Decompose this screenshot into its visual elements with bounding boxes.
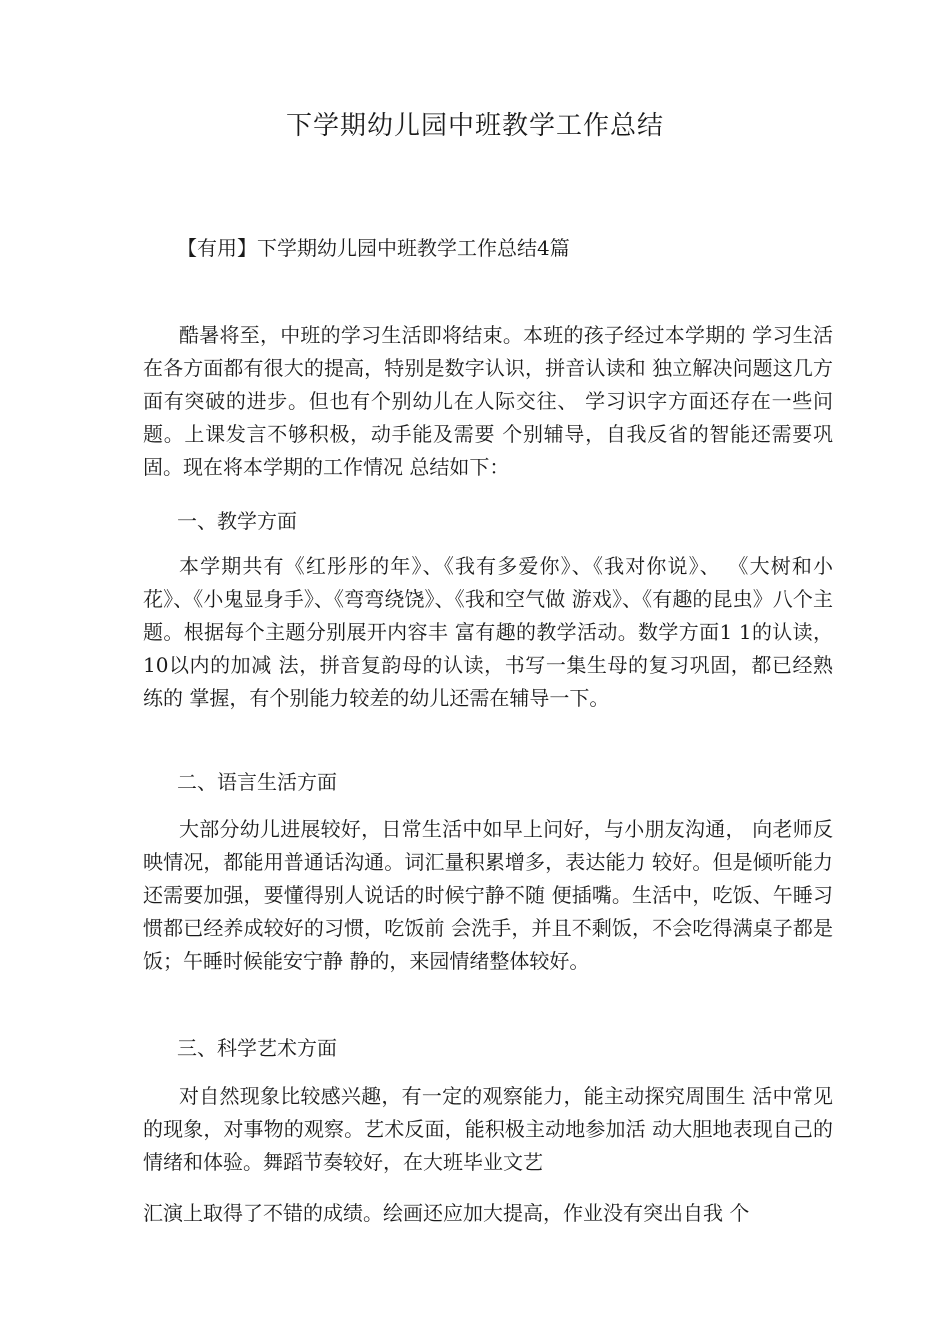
continuation-paragraph: 汇演上取得了不错的成绩。绘画还应加大提高，作业没有突出自我 个 bbox=[143, 1201, 750, 1225]
document-title: 下学期幼儿园中班教学工作总结 bbox=[285, 111, 664, 141]
intro-paragraph: 酷暑将至，中班的学习生活即将结束。本班的孩子经过本学期的 学习生活在各方面都有很大的提高，特别是数字认识，拼音认读和 独立解决问题这几方面有突破的进步。但也有个别幼儿在人际交往、 学习识字方面还存在一些问题。上课发言不够积极，动手能及需要 个别辅导，自我反省的智能还需要巩固。现在将本学期的工作情况 总结如下： bbox=[143, 323, 833, 479]
document-subtitle: 【有用】下学期幼儿园中班教学工作总结4篇 bbox=[177, 236, 570, 260]
section-paragraph-language-life: 大部分幼儿进展较好，日常生活中如早上问好，与小朋友沟通， 向老师反映情况，都能用普通话沟通。词汇量积累增多，表达能力 较好。但是倾听能力还需要加强，要懂得别人说话的时候宁静不随 便插嘴。生活中，吃饭、午睡习惯都已经养成较好的习惯，吃饭前 会洗手，并且不剩饭，不会吃得满桌子都是饭；午睡时候能安宁静 静的，来园情绪整体较好。 bbox=[143, 817, 833, 973]
section-paragraph-science-art: 对自然现象比较感兴趣，有一定的观察能力，能主动探究周围生 活中常见的现象，对事物的观察。艺术反面，能积极主动地参加活 动大胆地表现自己的情绪和体验。舞蹈节奏较好，在大班毕业文艺 bbox=[143, 1084, 833, 1174]
section-paragraph-teaching: 本学期共有《红彤彤的年》、《我有多爱你》、《我对你说》、 《大树和小花》、《小鬼显身手》、《弯弯绕饶》、《我和空气做 游戏》、《有趣的昆虫》八个主题。根据每个主题分别展开内容丰 富有趣的教学活动。数学方面1 1的认读，10以内的加减 法，拼音复韵母的认读，书写一集生母的复习巩固，都已经熟练的 掌握，有个别能力较差的幼儿还需在辅导一下。 bbox=[143, 554, 833, 710]
section-heading-science-art: 三、科学艺术方面 bbox=[177, 1036, 337, 1060]
section-heading-teaching: 一、教学方面 bbox=[177, 509, 297, 533]
section-heading-language-life: 二、语言生活方面 bbox=[177, 770, 337, 794]
